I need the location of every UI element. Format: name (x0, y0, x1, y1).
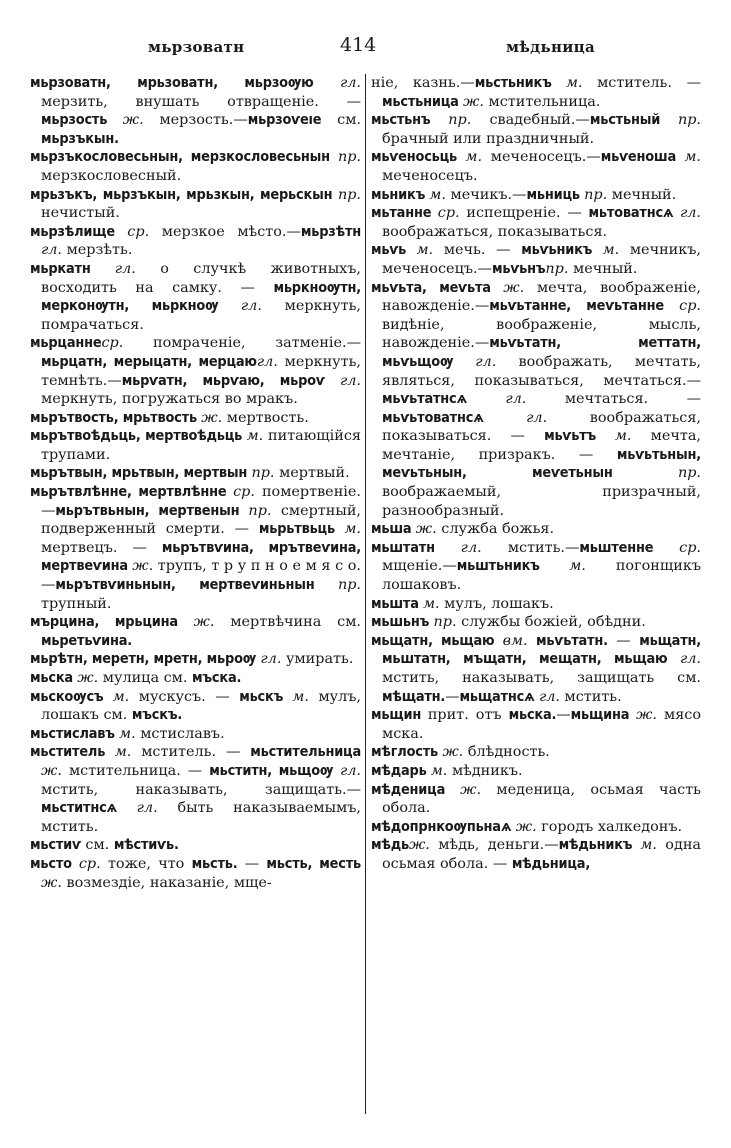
definition-text: мѣдь, деньги.— (429, 837, 559, 854)
definition-text: мясо мска. (382, 707, 701, 742)
grammar-label: пр. (433, 614, 457, 631)
definition-text: мечикъ.— (445, 186, 527, 203)
headword: мьрзоватн, мрьзоватн, мьрзоѹю (30, 75, 340, 91)
definition-text: свадебный.— (471, 112, 590, 129)
grammar-label: пр. (448, 112, 472, 129)
grammar-label: пр. (584, 186, 608, 203)
grammar-label: гл. (260, 651, 282, 668)
grammar-label: ж. (41, 762, 62, 779)
grammar-label: гл. (114, 260, 136, 277)
dictionary-entry (30, 613, 361, 650)
grammar-label: гл. (339, 75, 361, 91)
headword: мьститель (30, 744, 115, 761)
headword: мьрътвоѣдьць, мертвоѣдьць (30, 428, 247, 445)
headword: мьѵьтатн. (536, 632, 608, 649)
grammar-label: ж. (463, 93, 484, 110)
grammar-label: пр. (545, 260, 569, 277)
grammar-label: пр. (337, 149, 361, 166)
grammar-label: гл. (41, 242, 63, 259)
headword: мьрзоѵеıе (247, 112, 322, 129)
grammar-label: ж. (460, 781, 482, 798)
headword: мьштенне (579, 539, 680, 556)
headword: мьникъ (371, 186, 430, 203)
dictionary-entry (371, 818, 701, 837)
definition-text: меркнуть, погружаться во мракъ. (41, 391, 298, 408)
dictionary-entry (30, 74, 361, 148)
dictionary-entry (371, 111, 701, 148)
headword: мьстьница (382, 93, 463, 110)
grammar-label: гл. (460, 539, 482, 556)
definition-text: — (556, 707, 571, 724)
dictionary-entry (30, 427, 361, 464)
column-divider (365, 74, 366, 1114)
headword: мьрзъкын. (41, 130, 119, 147)
definition-text: мерзкословесный. (41, 167, 182, 184)
definition-text: воображаемый, призрачный, разнообразный. (382, 484, 701, 519)
definition-text: мертвѣчина см. (214, 614, 362, 631)
grammar-label: м. (602, 242, 620, 259)
grammar-label: гл. (136, 800, 158, 817)
grammar-label: ср. (233, 484, 255, 501)
definition-text: мечта, мечтаніе, призракъ. — (382, 428, 701, 463)
grammar-label: пр. (337, 577, 361, 594)
definition-text: мстительница. — (61, 762, 210, 779)
grammar-label: м. (292, 688, 309, 705)
running-head-right: мѣдьница (506, 38, 596, 56)
grammar-label: м. (344, 521, 361, 538)
headword: мьрътвѵина, мрътвеѵина, мертвеѵина (41, 539, 361, 575)
dictionary-entry (371, 204, 701, 241)
headword: мьрътвость, мрьтвость (30, 409, 202, 426)
grammar-label: м. (569, 558, 586, 575)
definition-text: мечта, воображеніе, навожденіе.— (382, 279, 701, 315)
headword: мьрътвын, мрьтвын, мертвын (30, 465, 252, 482)
headword: мьстьникъ (474, 75, 566, 91)
headword: мьрътвѵиньнын, мертвеѵиньнын (55, 577, 338, 594)
dictionary-entry (30, 743, 361, 836)
headword: мьѵьнъ (491, 260, 546, 277)
headword: мьстьный (589, 112, 678, 129)
headword: мьрцатн, мерыцатн, мерцаю (41, 353, 257, 370)
definition-text: погонщикъ лошаковъ. (382, 558, 701, 594)
headword: мьрьтвьць (258, 521, 345, 538)
grammar-label: ж. (122, 112, 144, 129)
grammar-label: гл. (679, 651, 701, 668)
headword: мьѵьтъ (544, 428, 615, 445)
dictionary-entry (371, 743, 701, 762)
grammar-label: ж. (415, 521, 437, 538)
dictionary-entry (371, 148, 701, 185)
headword: мьтанне (371, 205, 438, 222)
definition-text: воображаться, показываться. (382, 223, 608, 240)
grammar-label: гл. (538, 688, 560, 705)
grammar-label: гл. (475, 353, 497, 370)
headword: мъскъ. (131, 707, 183, 724)
headword: мьстиѵ (30, 837, 81, 854)
dictionary-entry (30, 688, 361, 725)
headword: мьрѵатн, мьрѵаю, мьроѵ (121, 372, 340, 389)
dictionary-entry (30, 409, 361, 428)
grammar-label: ж. (442, 744, 464, 761)
grammar-label: ж. (77, 670, 99, 686)
definition-text: прит. отъ (427, 707, 509, 724)
grammar-label: м. (684, 149, 701, 166)
headword: мьстиславъ (30, 725, 120, 742)
definition-text: умирать. (281, 651, 354, 668)
definition-text: мстить. (559, 688, 622, 705)
grammar-label: ср. (679, 539, 701, 556)
definition-text: брачный или праздничный. (382, 130, 595, 147)
definition-text: мстить.— (481, 539, 580, 556)
dictionary-entry (30, 669, 361, 688)
grammar-label: м. (423, 595, 440, 612)
headword: мьшьнъ (371, 614, 434, 631)
dictionary-entry (30, 260, 361, 334)
grammar-label: гл. (256, 353, 278, 370)
headword: мьска. (508, 707, 557, 724)
grammar-label: ж. (408, 837, 430, 854)
definition-text: мечь. — (433, 242, 522, 259)
grammar-label: ж. (503, 279, 525, 296)
headword: мѣстиѵь. (113, 837, 179, 854)
headword: мѣглость (371, 744, 443, 761)
definition-text: мстить, наказывать, защищать.— (41, 781, 361, 798)
headword: мьѵьтатн, меттатн, мьѵьщоѹ (382, 335, 701, 370)
definition-text: см. (80, 837, 114, 854)
dictionary-entry (30, 148, 361, 185)
grammar-label: ж. (41, 874, 62, 891)
headword: мьша (371, 521, 416, 538)
grammar-label: гл. (339, 762, 361, 779)
dictionary-entry (30, 650, 361, 669)
definition-text: мѣдникъ. (447, 762, 523, 779)
grammar-label: гл. (240, 298, 262, 315)
headword: мьстьнъ (371, 112, 449, 129)
definition-text: мускусъ. — (129, 688, 240, 705)
headword: мьщатн, мьштатн, мъщатн, мещатн, мьщаю (382, 632, 701, 668)
headword: мѣдьница, (511, 855, 591, 872)
grammar-label: ср. (127, 223, 150, 240)
headword: мьѵеноша (600, 149, 685, 166)
grammar-label: ср. (437, 205, 460, 222)
headword: мьститн, мьщоѹ (209, 762, 340, 779)
headword: мьрзѣтн (300, 223, 361, 240)
grammar-label: м. (565, 75, 583, 91)
definition-text: мерзкое мѣсто.— (149, 223, 301, 240)
definition-text: мститель. — (131, 744, 251, 761)
definition-text: — (237, 855, 267, 872)
grammar-label: м. (614, 428, 632, 445)
headword: мьѵьтьнын, меѵьтьнын, меѵетьнын (382, 446, 701, 482)
headword: мѣдопрнкоѹпьнаѧ (371, 818, 516, 835)
definition-text: возмездіе, наказаніе, мще- (61, 874, 272, 891)
headword: мърцина, мрьцина (30, 614, 194, 631)
definition-text: меркнуть, темнѣть.— (41, 353, 362, 389)
dictionary-entry (30, 483, 361, 613)
definition-text: мстить, наказывать, защищать см. (382, 670, 701, 686)
headword: мьѵьтанне, меѵьтанне (489, 298, 680, 315)
dictionary-entry (371, 632, 701, 706)
headword: мѣдарь (371, 762, 431, 779)
definition-text: мерзѣть. (62, 242, 133, 259)
headword: мьркатн (30, 260, 115, 277)
grammar-label: гл. (505, 391, 527, 408)
definition-text: мертвость. (222, 409, 309, 426)
headword: мѣщатн. (382, 688, 446, 705)
grammar-label: м. (416, 242, 434, 259)
definition-text: о случкѣ животныхъ, восходить на самку. — (41, 260, 361, 296)
grammar-label: гл. (339, 372, 361, 389)
dictionary-entry (371, 241, 701, 278)
definition-text: нечистый. (41, 205, 120, 222)
grammar-label: ж. (132, 558, 154, 575)
headword: мьщатн, мьщаю (371, 632, 503, 649)
dictionary-entry (371, 836, 701, 873)
dictionary-entry (371, 613, 701, 632)
headword: мьститнсѧ (41, 800, 137, 817)
dictionary-entry (30, 223, 361, 260)
definition-text (528, 633, 537, 649)
headword: мрьзъкъ, мьрзъкын, мрьзкын, мерьскын (30, 186, 338, 203)
dictionary-entry (30, 186, 361, 223)
dictionary-entry (371, 706, 701, 743)
definition-text: воображаться, показываться. — (382, 409, 701, 445)
definition-text: городъ халкедонъ. (536, 818, 683, 835)
grammar-label: м. (246, 428, 264, 445)
grammar-label: ж. (201, 409, 223, 426)
dictionary-entry (371, 762, 701, 781)
definition-text: блѣдность. (463, 744, 550, 761)
definition-text: ніе, казнь.— (371, 75, 475, 91)
headword: мъска. (192, 670, 242, 686)
grammar-label: ср. (679, 298, 701, 315)
definition-text: — (445, 688, 460, 705)
definition-text: мулъ, лошакъ см. (41, 688, 362, 724)
grammar-label: пр. (677, 465, 701, 482)
right-column (371, 74, 701, 874)
definition-text: — (607, 632, 640, 649)
dictionary-entry (371, 520, 701, 539)
definition-text: меденица, осьмая часть обола. (382, 781, 702, 817)
definition-text: питающійся трупами. (41, 428, 361, 463)
headword: мьстительница (250, 744, 361, 761)
definition-text: мечтаться. — (526, 391, 701, 408)
headword: мьѵьникъ (521, 242, 603, 259)
definition-text: трупный. (41, 595, 112, 612)
dictionary-entry (30, 725, 361, 744)
headword: мьшта (371, 595, 424, 612)
definition-text: мщеніе.— (382, 558, 457, 575)
headword: мьсть. (191, 855, 238, 872)
grammar-label: ж. (636, 707, 657, 724)
dictionary-entry (371, 781, 701, 818)
page-number: 414 (340, 34, 377, 56)
grammar-label: м. (430, 762, 448, 779)
grammar-label: пр. (248, 502, 272, 519)
dictionary-entry (371, 539, 701, 595)
definition-text: мечный. (607, 186, 677, 203)
headword: мьска (30, 670, 78, 686)
definition-text: мечный. (568, 260, 638, 277)
headword: мѣденица (371, 781, 461, 798)
headword: мьрцанне (30, 335, 102, 352)
headword: мьрзъкословесьнын, мерзкословесьнын (30, 149, 338, 166)
definition-text: меченосецъ.— (482, 149, 601, 166)
definition-text: мстительница. (483, 93, 601, 110)
grammar-label: ж. (193, 614, 215, 631)
grammar-label: м. (465, 149, 483, 166)
headword: мьсть, месть (266, 855, 361, 872)
definition-text: мерзить, внушать отвращеніе. — (41, 93, 361, 110)
headword: мьтоватнсѧ (588, 205, 680, 222)
headword: мьѵьтоватнсѧ (382, 409, 527, 426)
definition-text: мечникъ, меченосецъ.— (382, 242, 701, 277)
headword: мьрътвлѣнне, мертвлѣнне (30, 484, 234, 501)
definition-text: мертвый. (274, 465, 350, 482)
headword: мьщина (570, 707, 637, 724)
definition-text: см. (321, 112, 361, 129)
headword: мьскъ (239, 688, 293, 705)
grammar-label: вм. (502, 632, 528, 649)
headword: мьѵеносьць (371, 149, 466, 166)
headword: мьркноѹтн, мерконѹтн, мьркноѹ (41, 279, 361, 315)
grammar-label: м. (112, 688, 130, 705)
definition-text: тоже, что (100, 855, 192, 872)
grammar-label: гл. (526, 409, 548, 426)
headword: мьрзѣлище (30, 223, 128, 240)
headword: мьѵьтатнсѧ (382, 391, 506, 408)
definition-text: меркнуть, помрачаться. (41, 298, 361, 333)
definition-text: помертвеніе.— (41, 484, 361, 519)
definition-text: одна осьмая обола. — (382, 837, 701, 872)
grammar-label: м. (114, 744, 132, 761)
definition-text: помраченіе, затменіе.— (123, 335, 361, 352)
page-header (0, 34, 731, 62)
definition-text: быть наказываемымъ, мстить. (41, 800, 361, 835)
headword: мьрѣтн, меретн, мретн, мьроѹ (30, 651, 261, 668)
headword: мьрзость (41, 112, 123, 129)
headword: мьѵьта, меѵьта (371, 279, 504, 296)
definition-text: мерзость.— (143, 112, 248, 129)
dictionary-entry (371, 186, 701, 205)
dictionary-entry (30, 464, 361, 483)
grammar-label: пр. (677, 112, 701, 129)
headword: мьрътвьнын, мертвенын (55, 502, 249, 519)
definition-text: мстиславъ. (135, 725, 225, 742)
grammar-label: пр. (337, 186, 361, 203)
headword: мьниць (526, 186, 585, 203)
headword: мьсто (30, 855, 79, 872)
headword: мѣдьникъ (558, 837, 641, 854)
headword: мѣдь (371, 837, 409, 854)
grammar-label: гл. (680, 205, 702, 222)
dictionary-entry (30, 836, 361, 855)
dictionary-entry (30, 334, 361, 408)
definition-text: меченосецъ. (382, 167, 478, 184)
definition-text: испещреніе. — (459, 205, 589, 222)
headword: мьщин (371, 707, 428, 724)
grammar-label: м. (429, 186, 446, 203)
dictionary-entry (371, 595, 701, 614)
grammar-label: ср. (101, 335, 124, 352)
headword: мьскоѹсъ (30, 688, 113, 705)
headword: мьретьѵина. (41, 632, 132, 649)
headword: мьштьникъ (456, 558, 570, 575)
definition-text: службы божіей, обѣдни. (456, 614, 646, 631)
grammar-label: пр. (251, 465, 275, 482)
headword: мьѵь (371, 242, 417, 259)
definition-text: смертный, подверженный смерти. — (41, 502, 361, 538)
running-head-left: мьрзоватн (148, 38, 245, 56)
grammar-label: м. (119, 725, 136, 742)
definition-text: служба божья. (436, 521, 555, 538)
dictionary-entry (371, 279, 701, 521)
grammar-label: ж. (515, 818, 537, 835)
definition-text: мститель. — (582, 75, 701, 91)
left-column (30, 74, 361, 892)
dictionary-entry (30, 855, 361, 892)
headword: мьщатнсѧ (459, 688, 539, 705)
grammar-label: м. (640, 837, 657, 854)
definition-text: мулъ, лошакъ. (439, 595, 554, 612)
definition-text: воображать, мечтать, являться, показываться, мечтаться.— (382, 353, 701, 389)
definition-text: мулица см. (98, 670, 192, 686)
headword: мьштатн (371, 539, 461, 556)
definition-text: трупъ, т р у п н о е м я с о.— (41, 558, 362, 594)
definition-text: мертвецъ. — (41, 539, 162, 556)
grammar-label: ср. (78, 855, 101, 872)
dictionary-entry (371, 74, 701, 111)
definition-text: видѣніе, воображеніе, мысль, навожденіе.— (382, 316, 701, 352)
